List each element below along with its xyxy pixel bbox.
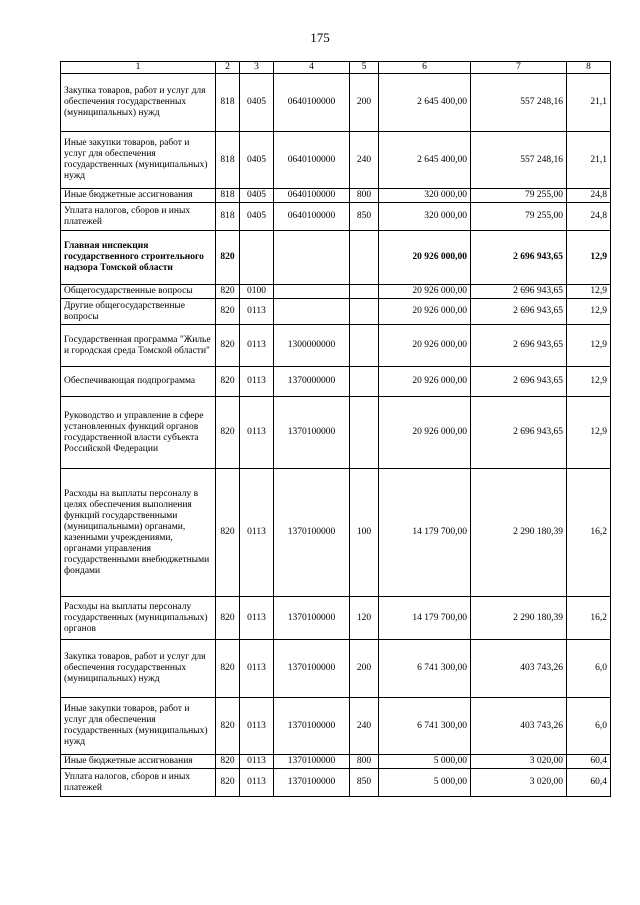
row-section-code: 0405 [240, 203, 274, 231]
row-plan-amount: 2 645 400,00 [379, 132, 471, 189]
row-name: Уплата налогов, сборов и иных платежей [61, 203, 216, 231]
column-header: 6 [379, 62, 471, 74]
row-expense-type [350, 231, 379, 285]
row-ministry-code: 820 [216, 755, 240, 769]
row-ministry-code: 820 [216, 325, 240, 367]
row-ministry-code: 820 [216, 769, 240, 797]
row-plan-amount: 2 645 400,00 [379, 74, 471, 132]
row-name: Уплата налогов, сборов и иных платежей [61, 769, 216, 797]
row-percent: 21,1 [567, 74, 611, 132]
row-plan-amount: 20 926 000,00 [379, 397, 471, 469]
row-section-code: 0405 [240, 189, 274, 203]
row-ministry-code: 818 [216, 203, 240, 231]
row-actual-amount: 3 020,00 [471, 755, 567, 769]
row-percent: 12,9 [567, 367, 611, 397]
row-percent: 16,2 [567, 469, 611, 597]
row-section-code: 0113 [240, 755, 274, 769]
row-actual-amount: 2 290 180,39 [471, 469, 567, 597]
table-row [61, 367, 611, 397]
row-percent: 12,9 [567, 299, 611, 325]
row-actual-amount: 2 696 943,65 [471, 299, 567, 325]
row-plan-amount: 6 741 300,00 [379, 640, 471, 698]
row-actual-amount: 2 696 943,65 [471, 285, 567, 299]
row-percent: 60,4 [567, 769, 611, 797]
row-section-code: 0113 [240, 597, 274, 640]
row-target-code: 0640100000 [274, 203, 350, 231]
row-name: Иные закупки товаров, работ и услуг для обеспечения государственных (муниципальных) нужд [61, 132, 216, 189]
row-plan-amount: 20 926 000,00 [379, 325, 471, 367]
row-section-code: 0113 [240, 769, 274, 797]
row-plan-amount: 320 000,00 [379, 189, 471, 203]
row-plan-amount: 20 926 000,00 [379, 367, 471, 397]
column-header: 5 [350, 62, 379, 74]
row-name: Государственная программа "Жилье и городская среда Томской области" [61, 325, 216, 367]
row-actual-amount: 2 696 943,65 [471, 397, 567, 469]
row-ministry-code: 820 [216, 397, 240, 469]
row-ministry-code: 820 [216, 597, 240, 640]
row-expense-type: 240 [350, 132, 379, 189]
column-header: 4 [274, 62, 350, 74]
row-percent: 60,4 [567, 755, 611, 769]
row-section-code: 0405 [240, 74, 274, 132]
row-section-code [240, 231, 274, 285]
table-row [61, 769, 611, 797]
row-name: Иные бюджетные ассигнования [61, 189, 216, 203]
row-expense-type: 200 [350, 74, 379, 132]
table-row [61, 397, 611, 469]
row-target-code [274, 231, 350, 285]
row-percent: 12,9 [567, 397, 611, 469]
row-plan-amount: 20 926 000,00 [379, 299, 471, 325]
row-expense-type [350, 325, 379, 367]
row-name: Обеспечивающая подпрограмма [61, 367, 216, 397]
row-name: Расходы на выплаты персоналу в целях обеспечения выполнения функций государственными (муниципальными) органами, казенными учреждениями, органами управления государственными внебюджетными фондами [61, 469, 216, 597]
table-row [61, 299, 611, 325]
row-actual-amount: 79 255,00 [471, 189, 567, 203]
column-header: 3 [240, 62, 274, 74]
column-header: 2 [216, 62, 240, 74]
row-expense-type [350, 299, 379, 325]
row-percent: 12,9 [567, 285, 611, 299]
row-expense-type: 800 [350, 189, 379, 203]
row-target-code: 0640100000 [274, 189, 350, 203]
row-target-code: 1370100000 [274, 769, 350, 797]
header-row [61, 62, 611, 74]
row-ministry-code: 818 [216, 189, 240, 203]
page-number: 175 [310, 30, 330, 45]
table-row [61, 189, 611, 203]
row-section-code: 0113 [240, 397, 274, 469]
row-target-code: 1370100000 [274, 469, 350, 597]
row-name: Руководство и управление в сфере установленных функций органов государственной власти субъекта Российской Федерации [61, 397, 216, 469]
row-ministry-code: 820 [216, 640, 240, 698]
row-target-code: 1370100000 [274, 640, 350, 698]
row-target-code: 0640100000 [274, 132, 350, 189]
table-row [61, 325, 611, 367]
table-row [61, 640, 611, 698]
row-expense-type [350, 397, 379, 469]
row-ministry-code: 820 [216, 367, 240, 397]
row-actual-amount: 2 696 943,65 [471, 231, 567, 285]
row-target-code: 1370100000 [274, 698, 350, 755]
row-target-code [274, 285, 350, 299]
row-name: Другие общегосударственные вопросы [61, 299, 216, 325]
row-ministry-code: 820 [216, 231, 240, 285]
row-expense-type [350, 367, 379, 397]
row-ministry-code: 820 [216, 469, 240, 597]
row-section-code: 0113 [240, 640, 274, 698]
row-target-code: 1370100000 [274, 755, 350, 769]
row-percent: 21,1 [567, 132, 611, 189]
row-actual-amount: 403 743,26 [471, 698, 567, 755]
row-target-code: 1370000000 [274, 367, 350, 397]
column-header: 8 [567, 62, 611, 74]
row-target-code: 1370100000 [274, 597, 350, 640]
row-percent: 24,8 [567, 189, 611, 203]
row-name: Иные закупки товаров, работ и услуг для обеспечения государственных (муниципальных) нужд [61, 698, 216, 755]
table-row [61, 698, 611, 755]
row-expense-type: 120 [350, 597, 379, 640]
column-header: 7 [471, 62, 567, 74]
row-percent: 6,0 [567, 698, 611, 755]
row-name: Закупка товаров, работ и услуг для обеспечения государственных (муниципальных) нужд [61, 74, 216, 132]
row-section-code: 0113 [240, 367, 274, 397]
row-ministry-code: 818 [216, 74, 240, 132]
row-target-code: 1300000000 [274, 325, 350, 367]
row-percent: 24,8 [567, 203, 611, 231]
row-actual-amount: 2 290 180,39 [471, 597, 567, 640]
row-ministry-code: 820 [216, 299, 240, 325]
row-percent: 12,9 [567, 231, 611, 285]
row-expense-type: 200 [350, 640, 379, 698]
row-ministry-code: 820 [216, 698, 240, 755]
row-section-code: 0113 [240, 325, 274, 367]
row-target-code: 1370100000 [274, 397, 350, 469]
row-ministry-code: 820 [216, 285, 240, 299]
table-row [61, 203, 611, 231]
row-percent: 16,2 [567, 597, 611, 640]
table-row [61, 132, 611, 189]
row-plan-amount: 14 179 700,00 [379, 597, 471, 640]
row-name: Общегосударственные вопросы [61, 285, 216, 299]
row-percent: 6,0 [567, 640, 611, 698]
row-name: Иные бюджетные ассигнования [61, 755, 216, 769]
table-row [61, 755, 611, 769]
row-expense-type: 850 [350, 769, 379, 797]
row-target-code: 0640100000 [274, 74, 350, 132]
row-expense-type: 850 [350, 203, 379, 231]
row-name: Главная инспекция государственного строительного надзора Томской области [61, 231, 216, 285]
row-actual-amount: 557 248,16 [471, 74, 567, 132]
row-section-code: 0405 [240, 132, 274, 189]
row-plan-amount: 20 926 000,00 [379, 285, 471, 299]
row-percent: 12,9 [567, 325, 611, 367]
row-plan-amount: 14 179 700,00 [379, 469, 471, 597]
table-row [61, 74, 611, 132]
row-actual-amount: 3 020,00 [471, 769, 567, 797]
row-plan-amount: 320 000,00 [379, 203, 471, 231]
row-expense-type: 240 [350, 698, 379, 755]
budget-table [60, 61, 611, 797]
row-target-code [274, 299, 350, 325]
row-actual-amount: 557 248,16 [471, 132, 567, 189]
row-plan-amount: 5 000,00 [379, 755, 471, 769]
row-actual-amount: 403 743,26 [471, 640, 567, 698]
table-row [61, 469, 611, 597]
row-plan-amount: 6 741 300,00 [379, 698, 471, 755]
row-expense-type: 800 [350, 755, 379, 769]
row-expense-type: 100 [350, 469, 379, 597]
row-section-code: 0100 [240, 285, 274, 299]
row-name: Закупка товаров, работ и услуг для обеспечения государственных (муниципальных) нужд [61, 640, 216, 698]
table-row [61, 285, 611, 299]
table-row [61, 231, 611, 285]
column-header: 1 [61, 62, 216, 74]
row-ministry-code: 818 [216, 132, 240, 189]
row-section-code: 0113 [240, 299, 274, 325]
row-name: Расходы на выплаты персоналу государственных (муниципальных) органов [61, 597, 216, 640]
row-section-code: 0113 [240, 469, 274, 597]
table-row [61, 597, 611, 640]
row-plan-amount: 5 000,00 [379, 769, 471, 797]
row-actual-amount: 79 255,00 [471, 203, 567, 231]
row-expense-type [350, 285, 379, 299]
row-plan-amount: 20 926 000,00 [379, 231, 471, 285]
row-actual-amount: 2 696 943,65 [471, 367, 567, 397]
row-actual-amount: 2 696 943,65 [471, 325, 567, 367]
row-section-code: 0113 [240, 698, 274, 755]
